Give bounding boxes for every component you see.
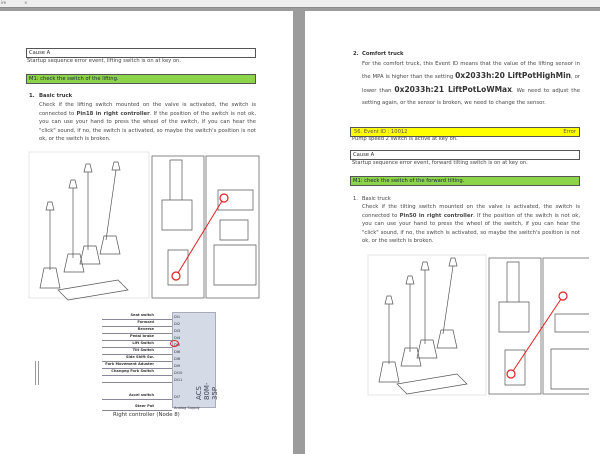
switch-label: Fork Movement Aduster: [105, 362, 154, 366]
event-description: Pump speed 2 switch is active at key on.: [352, 136, 458, 142]
input-pin-label: Analog Supply: [174, 406, 200, 410]
event-level: Error: [563, 129, 576, 135]
comfort-paragraph: For the comfort truck, this Event ID means that the value of the lifting sensor in the MPA is higher than the setting 0x2033h:20 LiftPotHighMin, or lower than 0x2033h:21 LiftPotLoWMax. We need to adjust the setting again, or the sensor is broken, we need to change the sensor.: [362, 61, 580, 106]
input-pin-label: DI6: [174, 350, 181, 354]
tab-label: ire: [1, 0, 7, 5]
sub-title: Basic truck: [362, 196, 391, 202]
cause-text: Startup sequence error event, forward tilting switch is on at key on.: [352, 160, 528, 166]
input-pin-label: DI3: [174, 329, 181, 333]
switch-label: Forward: [137, 320, 154, 324]
margin-mark: [35, 361, 39, 385]
cause-box: Cause A: [26, 48, 256, 58]
input-pin-label: DI4: [174, 336, 181, 340]
switch-label: Lift Switch: [132, 341, 154, 345]
switch-label: Reverse: [137, 327, 154, 331]
section-title: Comfort truck: [362, 51, 404, 57]
pin-highlight: [170, 340, 179, 347]
wiring-row: [102, 377, 172, 383]
switch-label: Steer Pot: [134, 404, 154, 408]
input-pin-label: DI10: [174, 371, 183, 375]
figure-caption: Right controller (Node 8): [113, 412, 180, 418]
cause-text: Startup sequence error event, lifting switch is on at key on.: [27, 58, 181, 64]
input-pin-label: DI8: [174, 357, 181, 361]
switch-label: Side Shift Sw.: [125, 355, 154, 359]
document-tab[interactable]: [0, 0, 28, 5]
basic-paragraph: Check if the tilting switch mounted on the valve is activated, the switch is connected to Pin50 in right controller. If the position of the switch is not ok, you can use your hand to press the wheel of the switch, if you can hear the "click" sound, if no, the switch is activated, so maybe the switch's position is not ok, or the switch is broken.: [362, 204, 581, 245]
section-paragraph: Check if the lifting switch mounted on the valve is activated, the switch is connected to Pin18 in right controller. If the position of the switch is not ok, you can use your hand to press the wheel of the switch, if you can hear the "click" sound, if no, the switch is activated, so maybe the switch's position is not ok, or the switch is broken.: [39, 102, 257, 143]
section-title: Basic truck: [39, 93, 73, 99]
method-bar: M1: check the switch of the lifting.: [26, 74, 256, 84]
controller-label: ACS 80M-35P: [195, 382, 219, 400]
switch-label: Seat switch: [130, 313, 154, 317]
switch-label: Tilt Switch: [132, 348, 154, 352]
viewer-toolbar: [0, 0, 600, 8]
event-id: 56. Event ID : 10012: [354, 129, 408, 135]
switch-label: Changeg Fork Switch: [111, 369, 154, 373]
input-pin-label: DI2: [174, 322, 181, 326]
section-number: 2.: [353, 51, 359, 57]
input-pin-label: DI9: [174, 364, 181, 368]
switch-label: Accel switch: [128, 393, 154, 397]
method-bar: M1: check the switch of the forward tilting.: [350, 176, 580, 186]
input-pin-label: DI1: [174, 315, 181, 319]
sub-number: 1.: [353, 196, 358, 202]
wiring-row: [102, 370, 172, 376]
wiring-row: [102, 405, 172, 411]
input-pin-label: DI7: [174, 395, 181, 399]
wiring-row: [102, 394, 172, 400]
input-pin-label: DI11: [174, 378, 183, 382]
tab-close-button[interactable]: ×: [24, 0, 28, 5]
page-left: [0, 11, 293, 454]
switch-label: Pedal brake: [129, 334, 154, 338]
section-number: 1.: [29, 93, 35, 99]
cause-box: Cause A: [350, 150, 580, 160]
input-pin-label: DI5: [174, 343, 181, 347]
wiring-diagram: [102, 312, 219, 410]
valve-diagram: [367, 254, 589, 396]
valve-diagram: [28, 150, 264, 302]
page-right: [305, 11, 600, 454]
